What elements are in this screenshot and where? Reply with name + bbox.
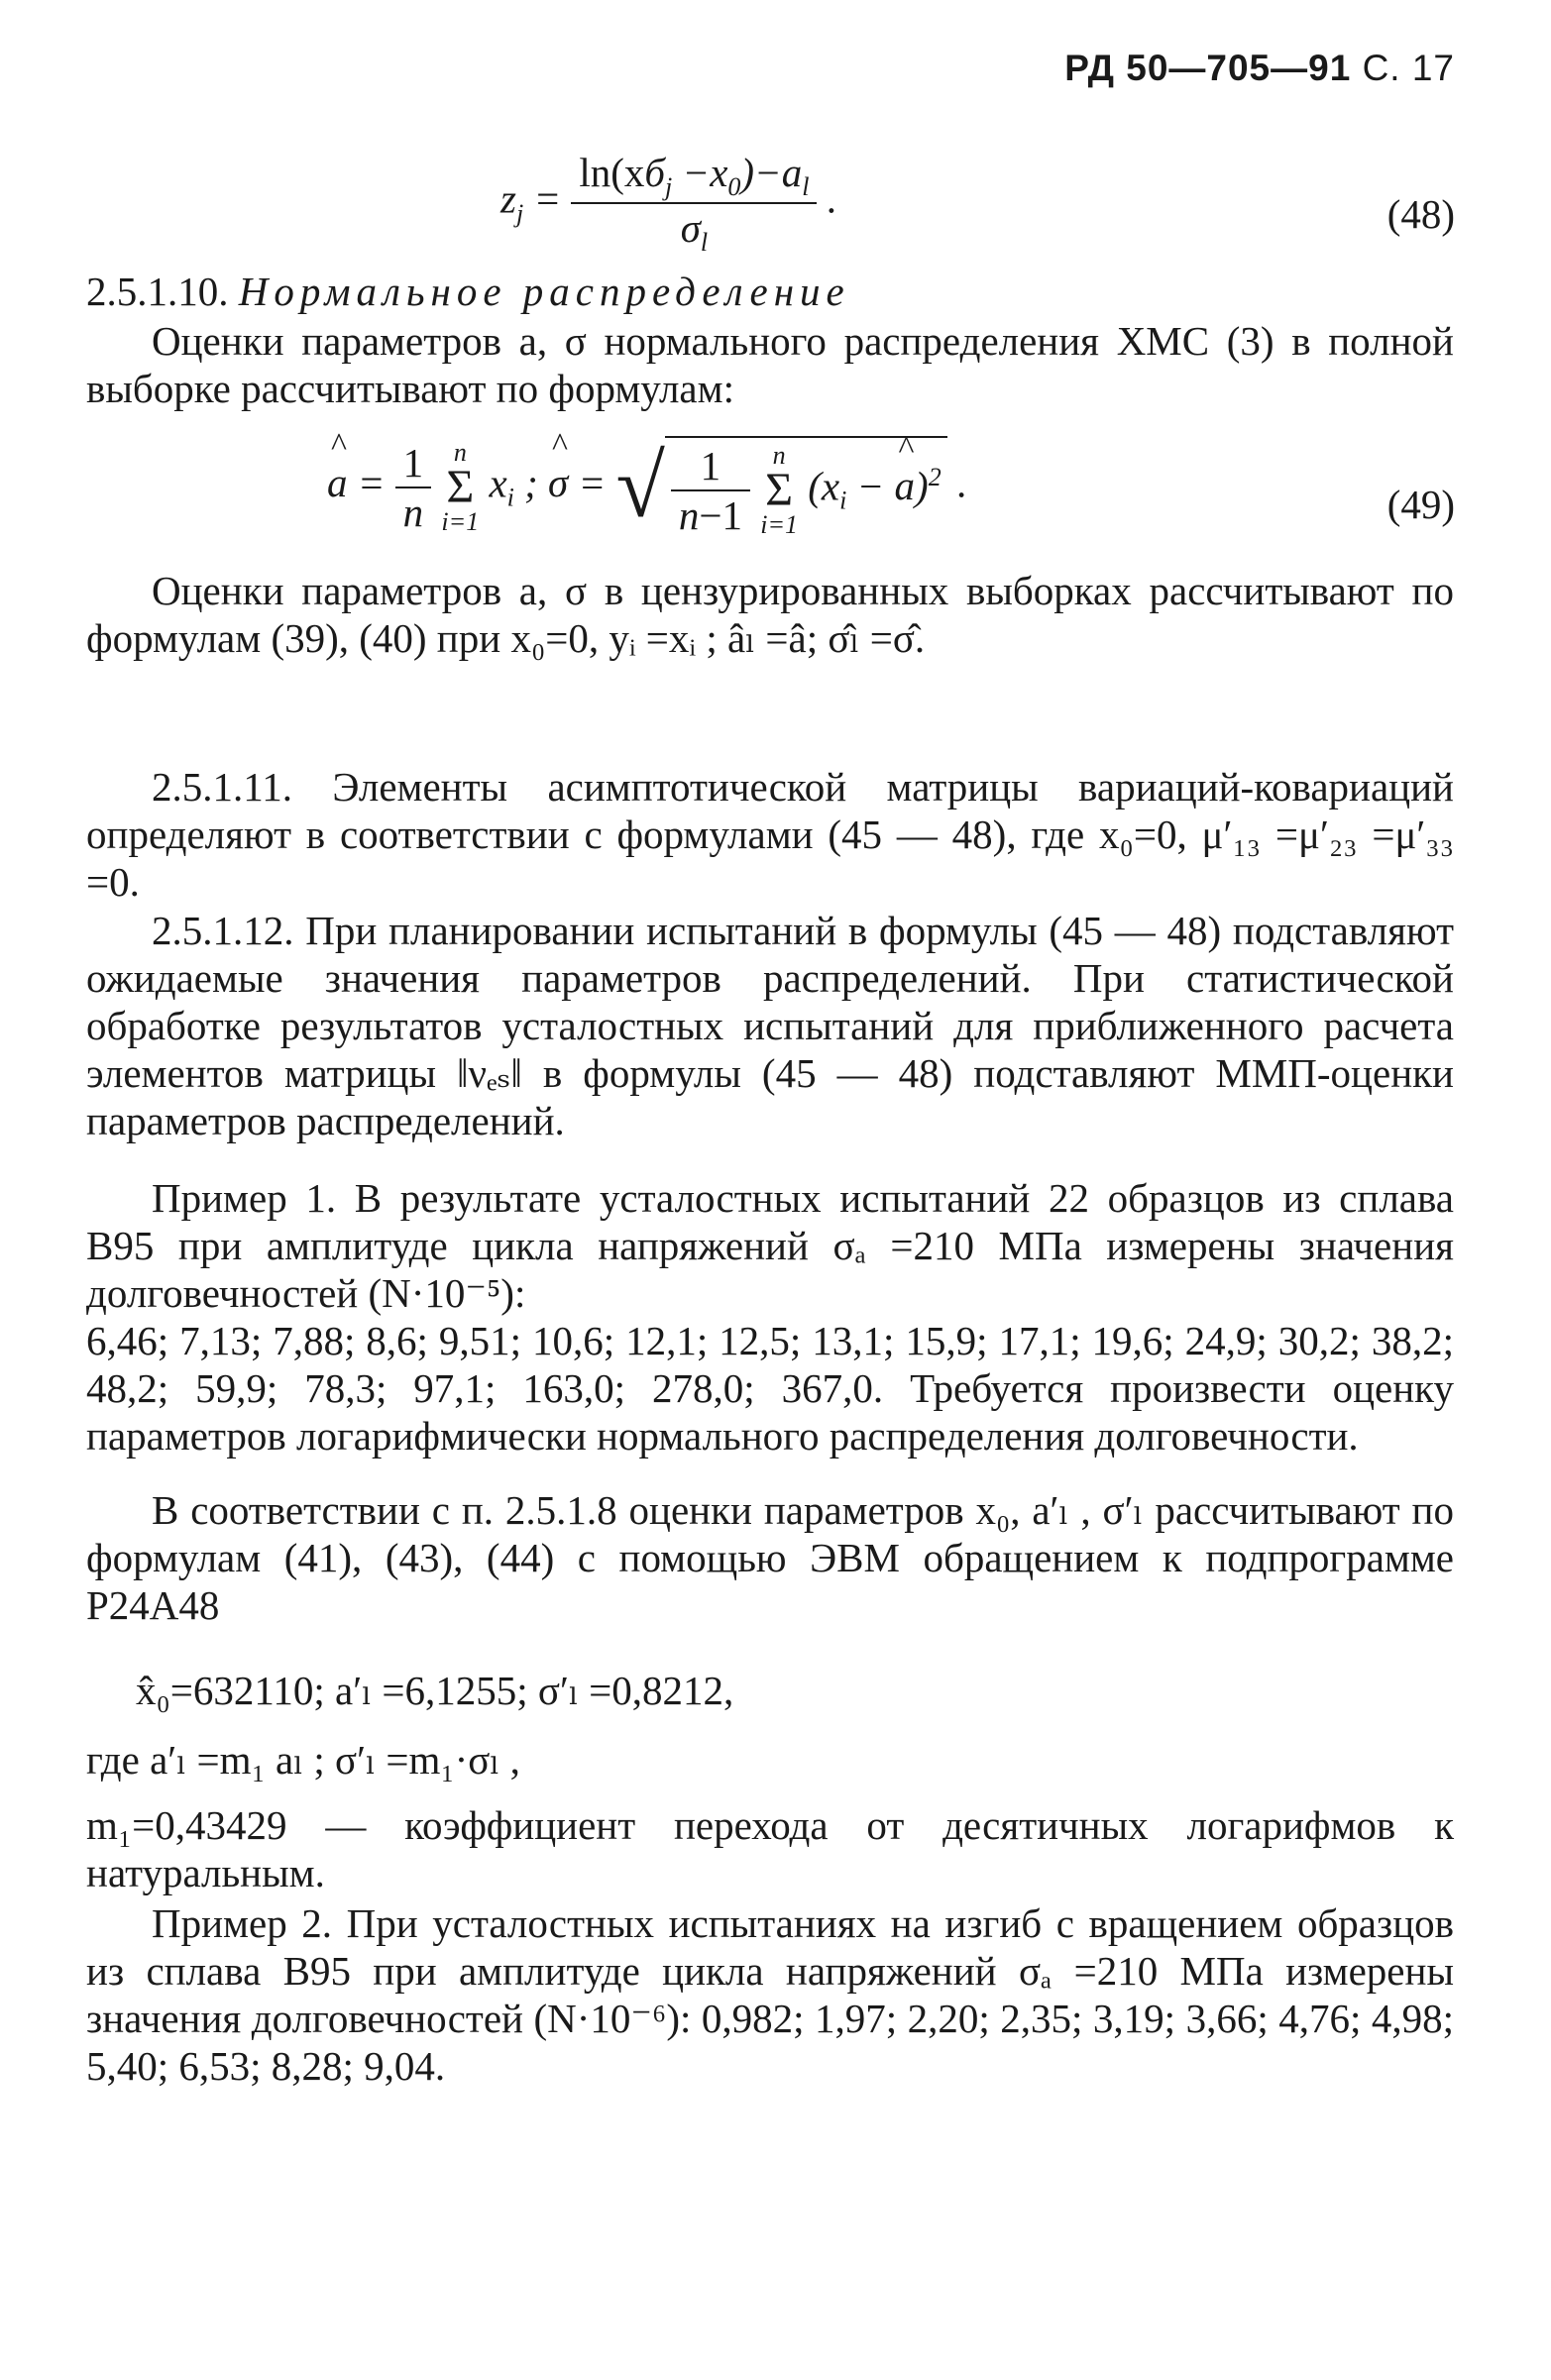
equation-49: ^ a = $\frac{1}{n}$ n Σ i=1 $x_i$ ; ^ σ = √ $\frac{1}{n-1}$ n Σ i=1 ($x_i$ − ^ a)$^2$ . [327,436,967,539]
paragraph-example-1: Пример 1. В результате усталостных испытаний 22 образцов из сплава В95 при амплитуде цикла напряжений σₐ =210 МПа измерены значения долговечностей (N·10⁻⁵): [86,1175,1454,1316]
paragraph-per-2-5-1-8: В соответствии с п. 2.5.1.8 оценки параметров x₀, a′ₗ , σ′ₗ рассчитывают по формулам (41), (43), (44) с помощью ЭВМ обращением к подпрограмме Р24А48 [86,1487,1454,1628]
paragraph-estimates-full-sample: Оценки параметров a, σ нормального распределения ХМС (3) в полной выборке рассчитывают по формулам: [86,318,1454,411]
page-number: С. 17 [1362,48,1455,88]
standard-code: РД 50—705—91 [1064,48,1352,88]
result-values: x̂₀=632110; a′ₗ =6,1255; σ′ₗ =0,8212, [136,1668,734,1713]
paragraph-censored-samples: Оценки параметров a, σ в цензурированных выборках рассчитывают по формулам (39), (40) при x₀=0, yᵢ =xᵢ ; âₗ =â; σ̂ₗ =σ̂. [86,568,1454,661]
paragraph-m1-coefficient: m₁=0,43429 — коэффициент перехода от десятичных логарифмов к натуральным. [86,1802,1454,1895]
equation-48: $z_j$ = $\frac{\ln(xб_j -x_0)-a_l}{\sigma_l}$ . [500,150,837,258]
paragraph-example-2: Пример 2. При усталостных испытаниях на изгиб с вращением образцов из сплава В95 при амплитуде цикла напряжений σₐ =210 МПа измерены значения долговечностей (N·10⁻⁶): 0,982; 1,97; 2,20; 2,35; 3,19; 3,66; 4,76; 4,98; 5,40; 6,53; 8,28; 9,04. [86,1900,1454,2089]
result-definitions: где a′ₗ =m₁ aₗ ; σ′ₗ =m₁·σₗ , [86,1737,520,1783]
paragraph-example-1-values: 6,46; 7,13; 7,88; 8,6; 9,51; 10,6; 12,1; 12,5; 13,1; 15,9; 17,1; 19,6; 24,9; 30,2; 38,2; 48,2; 59,9; 78,3; 97,1; 163,0; 278,0; 367,0. Требуется произвести оценку параметров логарифмически нормального распределения долговечности. [86,1318,1454,1459]
section-heading-2-5-1-10: 2.5.1.10. Нормальное распределение [86,269,850,314]
paragraph-2-5-1-12: 2.5.1.12. При планировании испытаний в формулы (45 — 48) подставляют ожидаемые значения параметров распределений. При статистической обработке результатов усталостных испытаний для приближенного расчета элементов матрицы ‖νₑₛ‖ в формулы (45 — 48) подставляют ММП-оценки параметров распределений. [86,908,1454,1143]
equation-48-number: (48) [1386,191,1455,237]
paragraph-2-5-1-11: 2.5.1.11. Элементы асимптотической матрицы вариаций-ковариаций определяют в соответствии с формулами (45 — 48), где x₀=0, μ′₁₃ =μ′₂₃ =μ′₃₃ =0. [86,764,1454,905]
page-header [1064,48,1455,89]
equation-49-number: (49) [1386,482,1455,527]
